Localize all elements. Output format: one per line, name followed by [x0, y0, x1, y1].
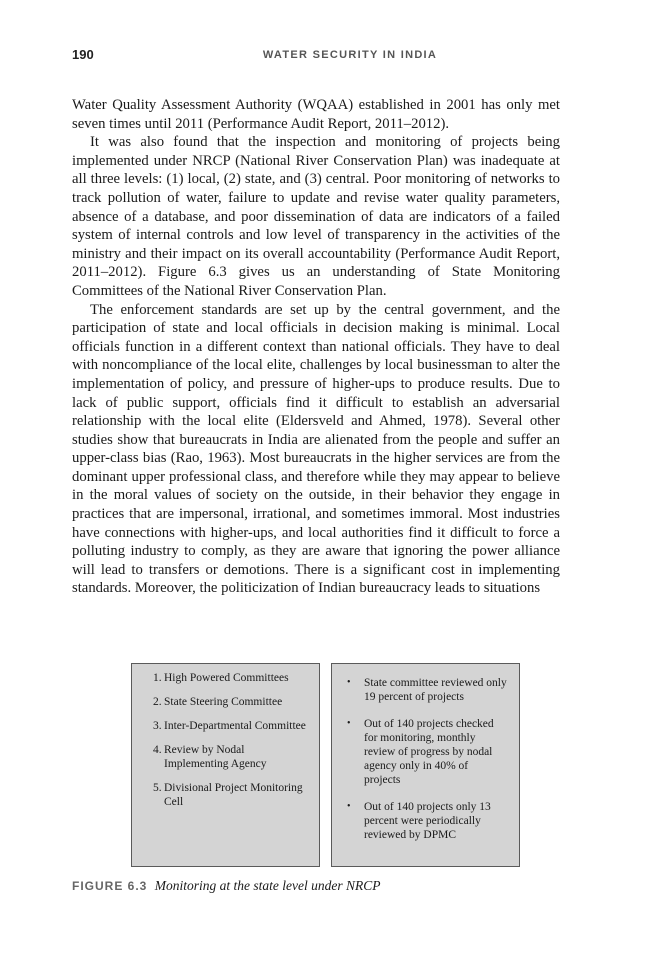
bullet-icon: •	[347, 677, 351, 688]
paragraph: The enforcement standards are set up by the central government, and the participation of state and local officials in decision making is minimal. Local officials function in a different context than national officials. They have to deal with noncompliance of the local elite, challenges by local businessman to alter the implementation of policy, and pressure of higher-ups to produce results. Due to lack of public support, officials find it difficult to establish an adversarial relationship with the local elite (Eldersveld and Ahmed, 1978). Several other studies show that bureaucrats in India are alienated from the people and suffer an upper-class bias (Rao, 1963). Most bureaucrats in the higher services are from the dominant upper professional class, and therefore while they may appear to believe in the moral values of society on the outside, in their behavior they engage in practices that are impersonal, irrational, and sometimes immoral. Most industries have connections with higher-ups, and local authorities find it difficult to force a polluting industry to comply, as they are aware that ignoring the power alliance will lead to transfers or demotions. There is a significant cost in implementing standards. Moreover, the politicization of Indian bureaucracy leads to situations	[72, 301, 560, 597]
item-text: Review by Nodal Implementing Agency	[164, 744, 267, 770]
item-number: 1.	[153, 672, 162, 684]
item-text: State Steering Committee	[164, 696, 283, 708]
running-title: WATER SECURITY IN INDIA	[262, 49, 438, 61]
caption-text: Monitoring at the state level under NRCP	[154, 878, 381, 893]
item-text: Inter-Departmental Committee	[164, 720, 306, 732]
item-text: High Powered Committees	[164, 672, 289, 684]
list-item	[347, 717, 507, 787]
item-number: 3.	[153, 720, 162, 732]
paragraph: It was also found that the inspection and monitoring of projects being implemented under NRCP (National River Conservation Plan) was inadequate at all three levels: (1) local, (2) state, and (3) central. Poor monitoring of networks to track pollution of water, failure to update and revise water quality parameters, absence of a database, and poor dissemination of data are indicators of a failed system of internal controls and low level of transparency in the activities of the ministry and their impact on its overall accountability (Performance Audit Report, 2011–2012). Figure 6.3 gives us an understanding of State Monitoring Committees of the National River Conservation Plan.	[72, 134, 560, 299]
page-number: 190	[72, 47, 94, 62]
monitoring-findings-list	[347, 676, 507, 842]
item-number: 2.	[153, 696, 162, 708]
list-item	[153, 781, 309, 809]
list-item	[153, 671, 309, 685]
figure-caption	[72, 878, 380, 894]
monitoring-levels-list	[153, 671, 309, 809]
caption-label: FIGURE 6.3	[72, 879, 148, 893]
item-text: Out of 140 projects checked for monitoring, monthly review of progress by nodal agency only in 40% of projects	[364, 718, 494, 786]
list-item	[347, 676, 507, 704]
bullet-icon: •	[347, 801, 351, 812]
list-item	[153, 695, 309, 709]
monitoring-findings-box	[331, 663, 520, 867]
item-text: Out of 140 projects only 13 percent were periodically reviewed by DPMC	[364, 801, 491, 841]
item-number: 5.	[153, 782, 162, 794]
list-item	[347, 800, 507, 842]
monitoring-levels-box	[131, 663, 320, 867]
body-text	[72, 96, 560, 598]
list-item	[153, 743, 309, 771]
paragraph: Water Quality Assessment Authority (WQAA) established in 2001 has only met seven times until 2011 (Performance Audit Report, 2011–2012).	[72, 97, 560, 132]
item-text: State committee reviewed only 19 percent of projects	[364, 677, 507, 703]
list-item	[153, 719, 309, 733]
item-number: 4.	[153, 744, 162, 756]
item-text: Divisional Project Monitoring Cell	[164, 782, 303, 808]
bullet-icon: •	[347, 718, 351, 729]
